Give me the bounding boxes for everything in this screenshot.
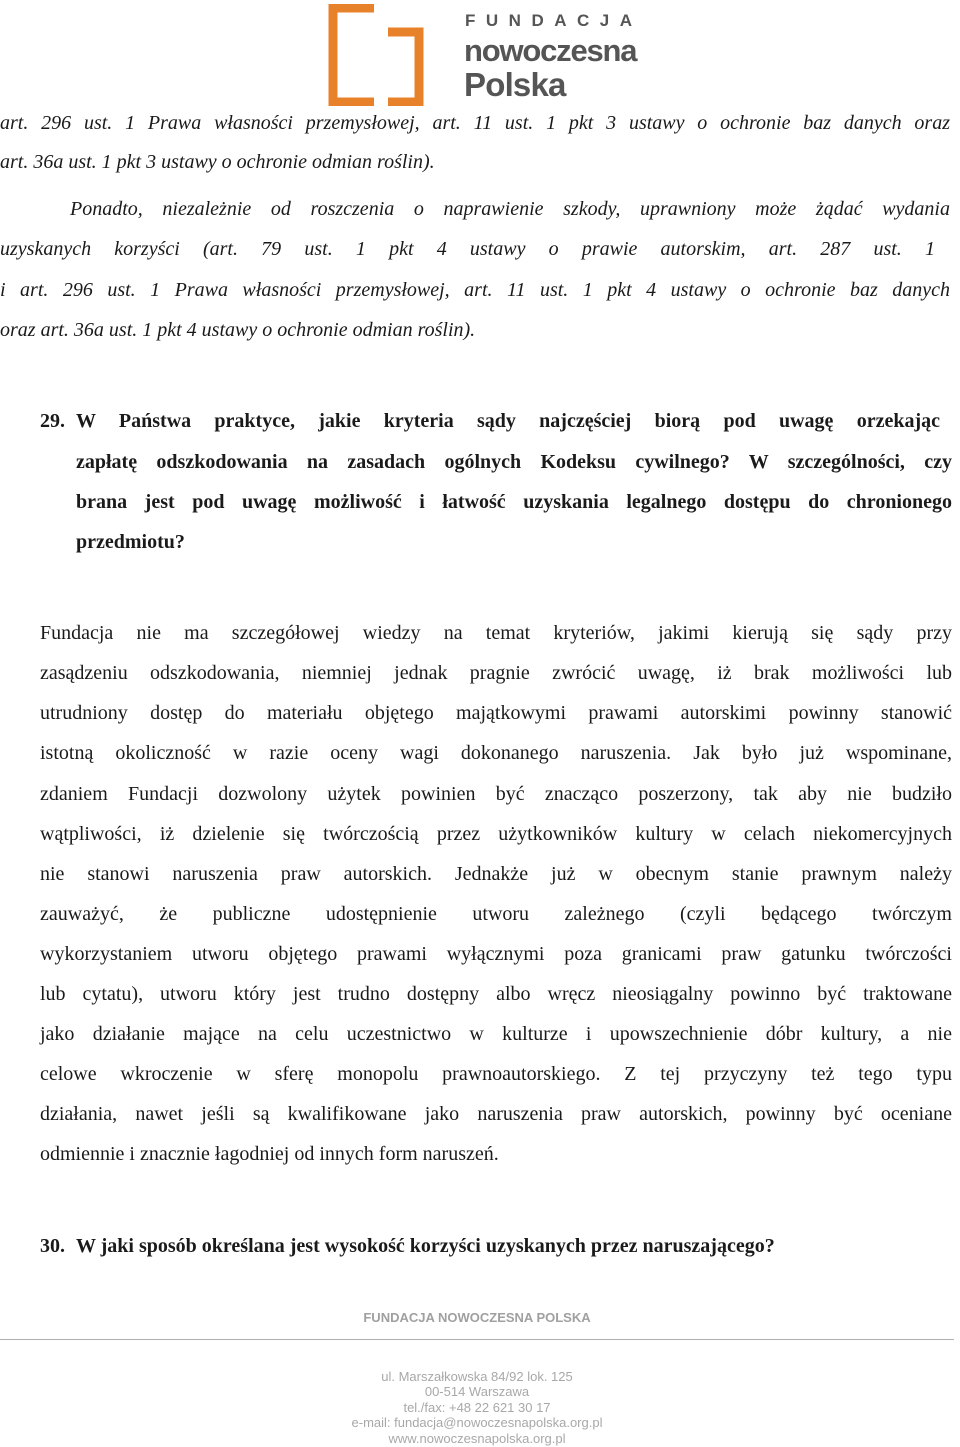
paragraph-line: art. 296 ust. 1 Prawa własności przemysłowej, art. 11 ust. 1 pkt 3 ustawy o ochronie baz danych oraz — [0, 112, 950, 134]
answer-line: zasądzeniu odszkodowania, niemniej jednak pragnie zwrócić uwagę, iż brak możliwości lub — [40, 662, 952, 684]
answer-line: lub cytatu), utworu który jest trudno dostępny albo wręcz nieosiągalny powinno być traktowane — [40, 983, 952, 1005]
paragraph-line: oraz art. 36a ust. 1 pkt 4 ustawy o ochronie odmian roślin). — [0, 319, 476, 341]
answer-line: jako działanie mające na celu uczestnictwo w kulturze i upowszechnienie dóbr kultury, a nie — [40, 1023, 952, 1045]
logo-bracket-icon — [328, 4, 424, 106]
answer-line: istotną okoliczność w razie oceny wagi dokonanego naruszenia. Jak było już wspominane, — [40, 742, 952, 764]
logo-text-polska: Polska — [464, 66, 566, 103]
answer-line: utrudniony dostęp do materiału objętego majątkowymi prawami autorskimi powinny stanowić — [40, 702, 952, 724]
paragraph-line: i art. 296 ust. 1 Prawa własności przemysłowej, art. 11 ust. 1 pkt 4 ustawy o ochronie baz danych — [0, 279, 950, 301]
answer-line: wątpliwości, iż dzielenie się twórczością przez użytkowników kultury w celach niekomercyjnych — [40, 823, 952, 845]
footer-email: e-mail: fundacja@nowoczesnapolska.org.pl — [351, 1415, 603, 1430]
question-number: 30. — [40, 1235, 65, 1257]
question-number: 29. — [40, 410, 65, 432]
question-line: przedmiotu? — [76, 531, 185, 553]
answer-line: celowe wkroczenie w sferę monopolu prawnoautorskiego. Z tej przyczyny też tego typu — [40, 1063, 952, 1085]
logo-text-fundacja: FUNDACJA — [465, 11, 643, 30]
paragraph-line: Ponadto, niezależnie od roszczenia o naprawienie szkody, uprawniony może żądać wydania — [70, 198, 950, 220]
question-line: W jaki sposób określana jest wysokość korzyści uzyskanych przez naruszającego? — [76, 1235, 775, 1257]
answer-line: odmiennie i znacznie łagodniej od innych form naruszeń. — [40, 1143, 499, 1165]
paragraph-line: art. 36a ust. 1 pkt 3 ustawy o ochronie odmian roślin). — [0, 151, 435, 173]
paragraph-line: uzyskanych korzyści (art. 79 ust. 1 pkt 4 ustawy o prawie autorskim, art. 287 ust. 1 — [0, 238, 935, 260]
footer-address: ul. Marszałkowska 84/92 lok. 125 — [381, 1369, 573, 1384]
footer-postal: 00-514 Warszawa — [424, 1384, 530, 1399]
answer-line: zauważyć, że publiczne udostępnienie utworu zależnego (czyli będącego twórczym — [40, 903, 952, 925]
question-line: zapłatę odszkodowania na zasadach ogólnych Kodeksu cywilnego? W szczególności, czy — [76, 451, 952, 473]
question-line: W Państwa praktyce, jakie kryteria sądy najczęściej biorą pod uwagę orzekając — [76, 410, 940, 432]
answer-line: Fundacja nie ma szczegółowej wiedzy na temat kryteriów, jakimi kierują się sądy przy — [40, 622, 952, 644]
footer-phone: tel./fax: +48 22 621 30 17 — [403, 1400, 551, 1415]
footer-divider — [0, 1339, 954, 1340]
answer-line: nie stanowi naruszenia praw autorskich. Jednakże już w obecnym stanie prawnym należy — [40, 863, 952, 885]
foundation-logo — [328, 4, 643, 108]
footer-org-name: FUNDACJA NOWOCZESNA POLSKA — [363, 1310, 591, 1325]
answer-line: zdaniem Fundacji dozwolony użytek powinien być znacząco poszerzony, tak aby nie budziło — [40, 783, 952, 805]
footer-website: www.nowoczesnapolska.org.pl — [388, 1431, 566, 1446]
logo-text-nowoczesna: nowoczesna — [464, 33, 637, 68]
answer-line: wykorzystaniem utworu objętego prawami wyłącznymi poza granicami praw gatunku twórczości — [40, 943, 952, 965]
answer-line: działania, nawet jeśli są kwalifikowane jako naruszenia praw autorskich, powinny być oceniane — [40, 1103, 952, 1125]
question-line: brana jest pod uwagę możliwość i łatwość uzyskania legalnego dostępu do chronionego — [76, 491, 952, 513]
